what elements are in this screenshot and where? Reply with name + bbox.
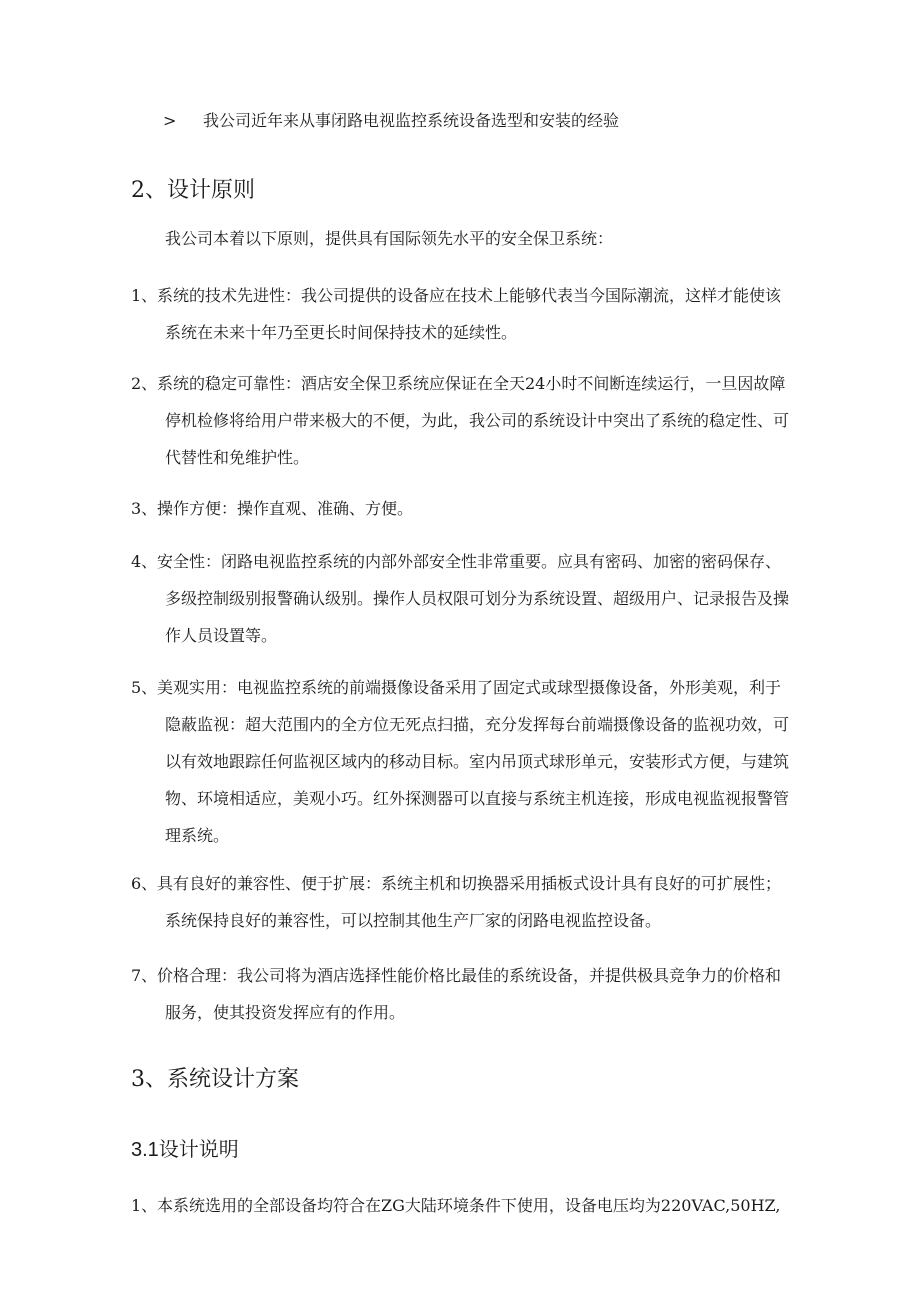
section-2-intro: 我公司本着以下原则，提供具有国际领先水平的安全保卫系统： (165, 229, 614, 248)
principle-number: 6、 (131, 874, 158, 893)
principle-text: 安全性：闭路电视监控系统的内部外部安全性非常重要。应具有密码、加密的密码保存、多级控制级别报警确认级别。操作人员权限可划分为系统设置、超级用户、记录报告及操作人员设置等。 (157, 552, 790, 645)
bullet-text: 我公司近年来从事闭路电视监控系统设备选型和安装的经验 (203, 111, 620, 130)
principle-number: 2、 (131, 374, 158, 393)
principle-number: 4、 (131, 552, 158, 571)
design-note-number: 1、 (131, 1196, 158, 1215)
section-2-heading: 2、设计原则 (131, 178, 255, 203)
principle-text: 系统的稳定可靠性：酒店安全保卫系统应保证在全天24小时不间断连续运行，一旦因故障停机检修将给用户带来极大的不便，为此，我公司的系统设计中突出了系统的稳定性、可代替性和免维护性。 (157, 374, 790, 467)
design-note-text: 本系统选用的全部设备均符合在ZG大陆环境条件下使用，设备电压均为220VAC,50HZ, (157, 1196, 781, 1215)
principle-item-6 (131, 865, 791, 939)
principle-item-5 (131, 669, 791, 854)
principle-number: 7、 (131, 966, 158, 985)
principle-text: 系统的技术先进性：我公司提供的设备应在技术上能够代表当今国际潮流，这样才能使该系统在未来十年乃至更长时间保持技术的延续性。 (157, 286, 782, 342)
principle-text: 美观实用：电视监控系统的前端摄像设备采用了固定式或球型摄像设备，外形美观，利于隐蔽监视：超大范围内的全方位无死点扫描，充分发挥每台前端摄像设备的监视功效，可以有效地跟踪任何监视区域内的移动目标。室内吊顶式球形单元，安装形式方便，与建筑物、环境相适应，美观小巧。红外探测器可以直接与系统主机连接，形成电视监视报警管理系统。 (157, 678, 790, 845)
principle-number: 1、 (131, 286, 158, 305)
principle-number: 3、 (131, 499, 158, 518)
principle-item-2 (131, 365, 791, 476)
principle-text: 具有良好的兼容性、便于扩展：系统主机和切换器采用插板式设计具有良好的可扩展性；系统保持良好的兼容性，可以控制其他生产厂家的闭路电视监控设备。 (157, 874, 782, 930)
principle-text: 操作方便：操作直观、准确、方便。 (157, 499, 414, 518)
bullet-item (163, 106, 619, 136)
principle-item-4 (131, 543, 791, 654)
section-3-1-heading: 3.1设计说明 (131, 1139, 239, 1161)
bullet-chevron-icon: > (163, 111, 177, 130)
principle-number: 5、 (131, 678, 158, 697)
principle-item-3 (131, 490, 791, 527)
design-note-item-1 (131, 1187, 811, 1224)
principle-text: 价格合理：我公司将为酒店选择性能价格比最佳的系统设备，并提供极具竞争力的价格和服务，使其投资发挥应有的作用。 (157, 966, 782, 1022)
principle-item-7 (131, 957, 791, 1031)
section-3-heading: 3、系统设计方案 (131, 1067, 299, 1092)
principle-item-1 (131, 277, 791, 351)
